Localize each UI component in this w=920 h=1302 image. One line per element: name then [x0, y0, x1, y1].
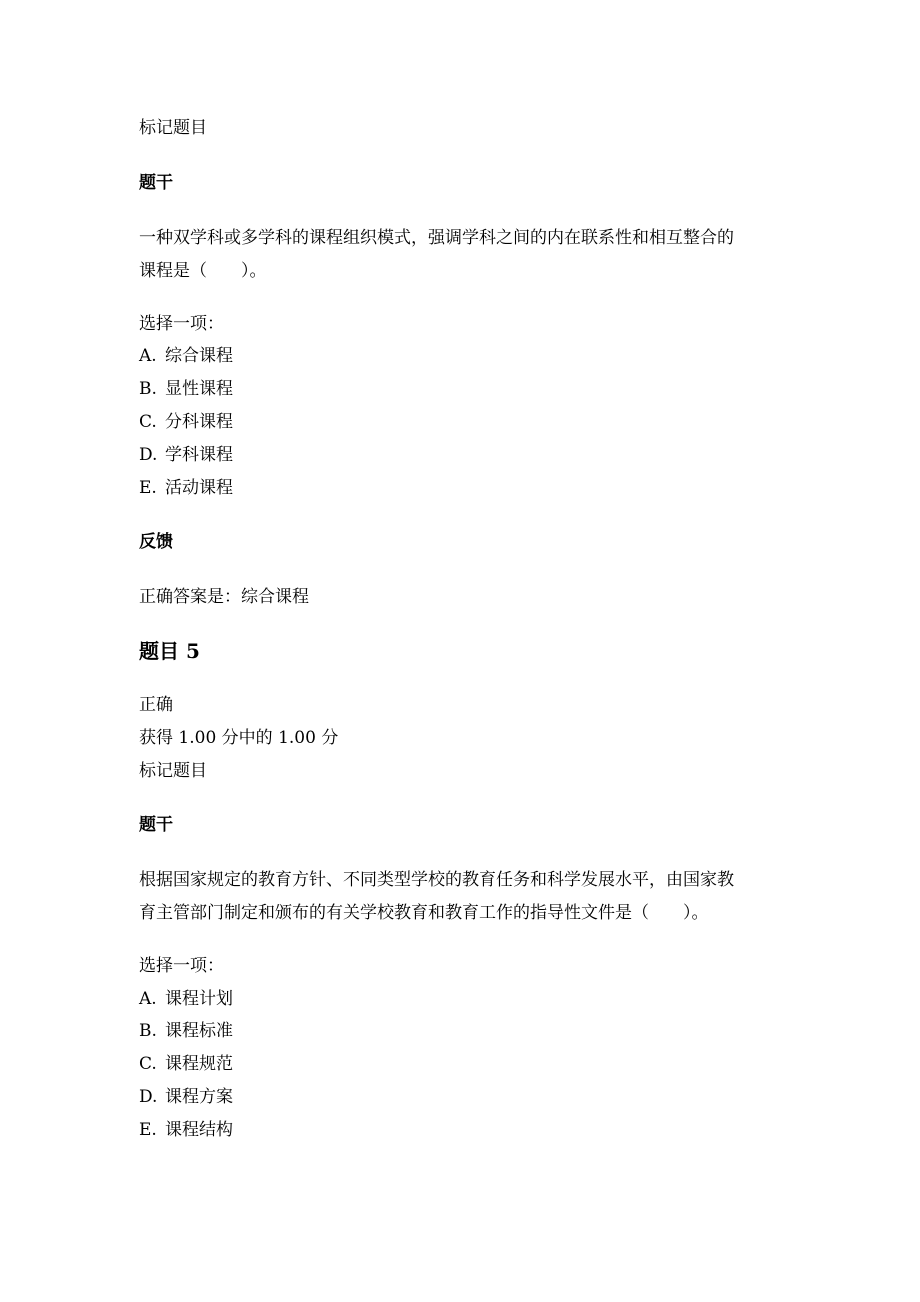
option-letter: C. [139, 1054, 157, 1074]
question-title: 题目 5 [139, 639, 200, 663]
flag-question-link[interactable]: 标记题目 [139, 761, 207, 781]
option-letter: D. [139, 1087, 158, 1107]
option-text: 课程结构 [165, 1120, 233, 1140]
option-c[interactable] [139, 411, 233, 433]
option-letter: D. [139, 445, 158, 465]
option-letter: E. [139, 1120, 157, 1140]
question-score: 获得 1.00 分中的 1.00 分 [139, 728, 339, 748]
option-letter: B. [139, 379, 157, 399]
option-letter: A. [139, 989, 157, 1009]
question-stem-line-2: 课程是（ ）。 [139, 261, 267, 281]
option-d[interactable] [139, 444, 233, 466]
option-text: 分科课程 [165, 412, 233, 432]
question-stem-line-1: 一种双学科或多学科的课程组织模式，强调学科之间的内在联系性和相互整合的 [139, 228, 734, 248]
question-stem-line-2: 育主管部门制定和颁布的有关学校教育和教育工作的指导性文件是（ ）。 [139, 903, 709, 923]
option-a[interactable] [139, 345, 233, 367]
choose-one-prompt: 选择一项： [139, 956, 224, 976]
stem-label: 题干 [139, 815, 173, 835]
option-text: 课程规范 [165, 1054, 233, 1074]
option-text: 活动课程 [165, 478, 233, 498]
option-e[interactable] [139, 1119, 233, 1141]
option-text: 综合课程 [165, 346, 233, 366]
option-text: 课程标准 [165, 1021, 233, 1041]
option-text: 课程方案 [165, 1087, 233, 1107]
stem-label: 题干 [139, 173, 173, 193]
feedback-label: 反馈 [139, 532, 173, 552]
option-a[interactable] [139, 988, 233, 1010]
choose-one-prompt: 选择一项： [139, 314, 224, 334]
option-b[interactable] [139, 378, 233, 400]
option-letter: E. [139, 478, 157, 498]
flag-question-link[interactable]: 标记题目 [139, 118, 207, 138]
option-letter: B. [139, 1021, 157, 1041]
option-d[interactable] [139, 1086, 233, 1108]
question-stem-line-1: 根据国家规定的教育方针、不同类型学校的教育任务和科学发展水平，由国家教 [139, 870, 734, 890]
option-letter: C. [139, 412, 157, 432]
question-status: 正确 [139, 695, 173, 715]
option-e[interactable] [139, 477, 233, 499]
option-letter: A. [139, 346, 157, 366]
option-c[interactable] [139, 1053, 233, 1075]
option-text: 学科课程 [165, 445, 233, 465]
option-b[interactable] [139, 1020, 233, 1042]
option-text: 显性课程 [165, 379, 233, 399]
option-text: 课程计划 [165, 989, 233, 1009]
correct-answer-text: 正确答案是：综合课程 [139, 587, 309, 607]
